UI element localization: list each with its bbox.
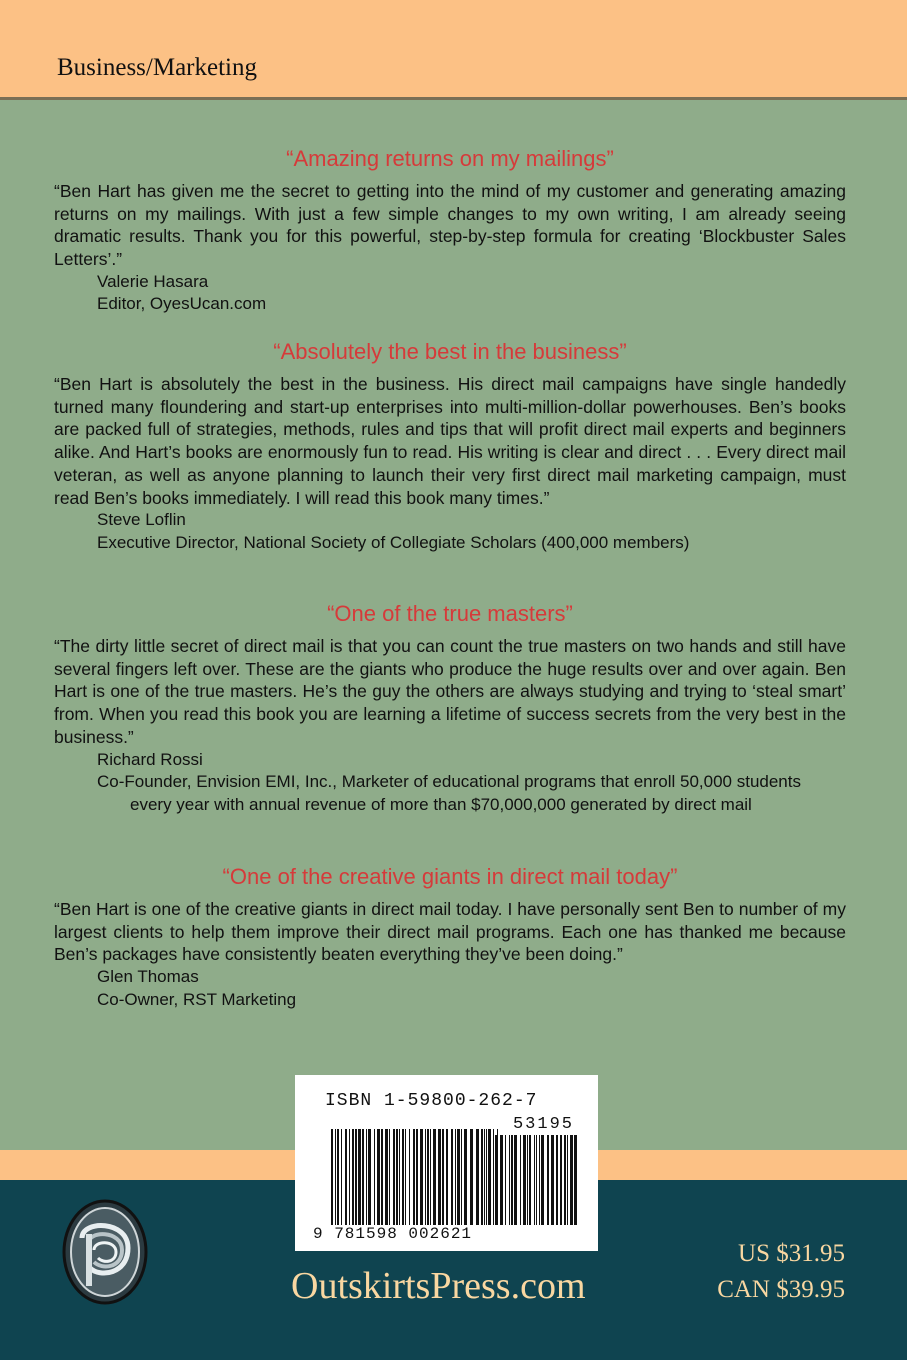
barcode-addon-bars-icon [495,1135,579,1225]
testimonial-quote: “The dirty little secret of direct mail is that you can count the true masters on two hands and still have several fingers left over. These are the giants who produce the huge results over and over again. Ben Hart is one of the true masters. He’s the guy the others are always studying and trying to ‘steal smart’ from. When you read this book you are learning a lifetime of success secrets from the very best in the business.” [54,636,846,747]
testimonial-author: Glen Thomas [97,967,199,987]
testimonial-headline: “One of the true masters” [327,601,573,626]
barcode-bar [366,1129,367,1225]
barcode-bar [514,1135,517,1225]
testimonial-1 [54,146,846,316]
barcode-bar [341,1129,342,1225]
header-band [0,0,907,100]
barcode-bar [484,1129,485,1225]
barcode-bar [409,1129,410,1225]
barcode-bar [500,1135,503,1225]
barcode-bar [349,1129,350,1225]
barcode-bar [451,1129,453,1225]
barcode-bar [570,1135,573,1225]
barcode-bar [416,1129,418,1225]
category-label: Business/Marketing [57,54,257,81]
barcode-bar [331,1129,333,1225]
barcode-bar [511,1135,513,1225]
barcode-bar [381,1129,383,1225]
price-can: CAN $39.95 [717,1276,845,1303]
barcode-bar [529,1135,531,1225]
testimonial-2 [54,339,846,554]
barcode-bar [527,1135,528,1225]
barcode-bar [520,1135,521,1225]
barcode-bar [567,1135,568,1225]
barcode-bar [362,1129,364,1225]
barcode-bar [413,1129,415,1225]
testimonial-4 [54,864,846,1011]
barcode-bar [377,1129,380,1225]
testimonial-quote: “Ben Hart is one of the creative giants in direct mail today. I have personally sent Ben to number of my largest clients to help them improve their direct mail programs. Each one has thanked me because Ben’s packages have consistently beaten everything they’ve been doing.” [54,899,846,965]
testimonial-quote: “Ben Hart is absolutely the best in the business. His direct mail campaigns have single handedly turned many floundering and start-up enterprises into multi-million-dollar powerhouses. Ben’s books are packed full of strategies, methods, rules and tips that will profit direct mail experts and beginners alike. And Hart’s books are enormously fun to read. His writing is clear and direct . . . Every direct mail veteran, as well as anyone planning to launch their very first direct mail marketing campaign, must read Ben’s books immediately. I will read this book many times.” [54,374,846,508]
barcode-bar [405,1129,406,1225]
barcode-bar [461,1129,462,1225]
testimonial-author: Steve Loflin [97,510,186,530]
barcode-bar [539,1135,540,1225]
barcode-bar [476,1129,479,1225]
testimonial-author: Richard Rossi [97,749,203,769]
barcode-bar [389,1129,390,1225]
barcode-bar [352,1129,354,1225]
barcode-bar [446,1129,448,1225]
testimonial-role: Co-Owner, RST Marketing [97,989,297,1009]
testimonial-headline: “One of the creative giants in direct mail today” [222,864,678,889]
testimonial-role: Executive Director, National Society of Collegiate Scholars (400,000 members) [97,532,690,552]
publisher-url: OutskirtsPress.com [291,1265,586,1307]
barcode-bar [438,1129,441,1225]
barcode-bar [505,1135,506,1225]
price-code: 53195 [512,1115,574,1134]
barcode-bar [551,1135,554,1225]
barcode-bar [488,1129,491,1225]
barcode-bar [574,1135,577,1225]
barcode-bar [464,1129,467,1225]
barcode-bar [420,1129,423,1225]
price-us: US $31.95 [738,1240,845,1267]
barcode-bar [425,1129,426,1225]
barcode-bar [536,1135,537,1225]
barcode-bar [358,1129,361,1225]
barcode-bar [385,1129,388,1225]
testimonial-author: Valerie Hasara [97,271,209,291]
barcode-bar [433,1129,436,1225]
barcode-bar [337,1129,339,1225]
barcode-bar [355,1129,357,1225]
testimonial-quote: “Ben Hart has given me the secret to getting into the mind of my customer and generating amazing returns on my mailings. With just a few simple changes to my own writing, I am already seeing dramatic results. Thank you for this powerful, step-by-step formula for creating ‘Blockbuster Sales Letters’.” [54,181,846,270]
barcode-bar [457,1129,460,1225]
testimonial-headline: “Absolutely the best in the business” [273,339,627,364]
barcode-bar [427,1129,429,1225]
barcode-bar [541,1135,544,1225]
barcode-bar [560,1135,562,1225]
barcode-bar [393,1129,395,1225]
barcode-bar [402,1129,404,1225]
barcode-bar [470,1129,473,1225]
testimonial-role: Editor, OyesUcan.com [97,294,267,314]
barcode-bar [368,1129,371,1225]
barcode-bar [486,1129,487,1225]
outskirts-press-logo-icon [60,1198,150,1310]
barcode-bar [481,1129,483,1225]
barcode-bar [374,1129,375,1225]
barcode-bar [556,1135,558,1225]
isbn-barcode [295,1075,598,1251]
testimonial-3 [54,601,846,816]
barcode-bar [564,1135,566,1225]
barcode-bar [534,1135,535,1225]
barcode-bar [396,1129,398,1225]
barcode-bar [335,1129,336,1225]
barcode-bar [442,1129,444,1225]
barcode-bar [547,1135,549,1225]
barcode-bar [523,1135,526,1225]
ean-number: 9 781598 002621 [313,1225,473,1243]
barcode-bar [493,1129,494,1225]
testimonial-headline: “Amazing returns on my mailings” [286,146,614,171]
barcode-bar [455,1129,456,1225]
barcode-bar [430,1129,431,1225]
barcode-bar [399,1129,400,1225]
barcode-bar [345,1129,347,1225]
barcode-bar [509,1135,510,1225]
isbn-number: ISBN 1-59800-262-7 [325,1091,538,1111]
testimonial-role: Co-Founder, Envision EMI, Inc., Marketer of educational programs that enroll 50,000 students every year with annual revenue of more than $70,000,000 generated by direct mail [97,772,801,814]
barcode-bar [495,1135,498,1225]
barcode-bars-icon [331,1129,499,1225]
